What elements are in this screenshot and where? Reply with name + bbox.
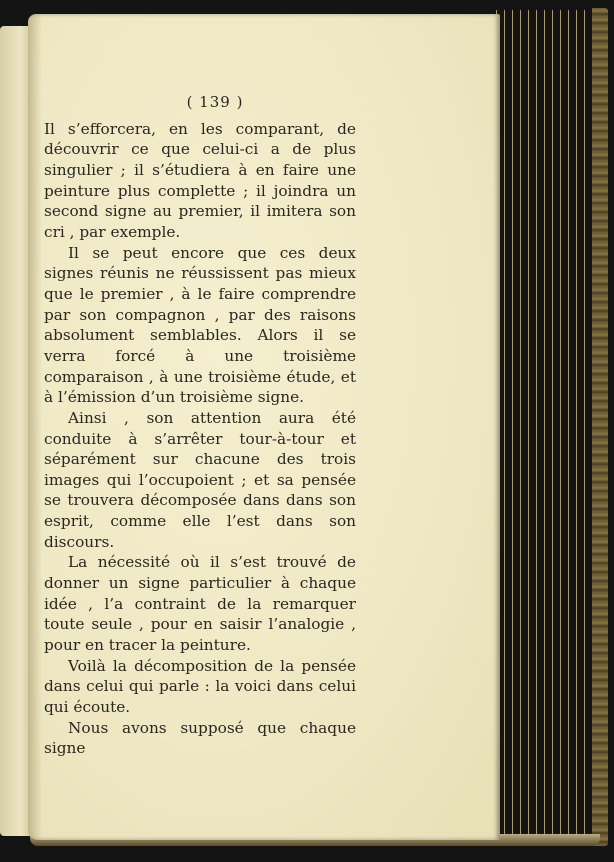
page-number: ( 139 ): [186, 93, 244, 111]
paragraph-5: Voilà la décomposition de la pensée dans celui qui parle : la voici dans celui qui écoute.: [44, 656, 356, 717]
paragraph-4: La nécessité où il s’est trouvé de donner un signe particulier à chaque idée , l’a contraint de la remarquer toute seule , pour en saisir l’analogie , pour en tracer la peinture.: [44, 553, 356, 655]
paragraph-2: Il se peut encore que ces deux signes réunis ne réussissent pas mieux que le premier , à le faire comprendre par son compagnon , par des raisons absolument semblables. Alors il se verra forcé à une troisième comparaison , à une troisième étude, et à l’émission d’un troisième signe.: [44, 243, 356, 407]
page-gutter-shadow: [28, 14, 42, 840]
book-cover-edge: [592, 8, 608, 846]
paragraph-6: Nous avons supposé que chaque signe: [44, 718, 356, 758]
paragraph-3: Ainsi , son attention aura été conduite à s’arrêter tour-à-tour et séparément sur chacune des trois images qui l’occupoient ; et sa pensée se trouvera décomposée dans dans son esprit, comme elle l’est dans son discours.: [44, 408, 356, 551]
paragraph-1: Il s’efforcera, en les comparant, de découvrir ce que celui-ci a de plus singulier ; il s’étudiera à en faire une peinture plus complette ; il joindra un second signe au premier, il imitera son cri , par exemple.: [44, 119, 356, 241]
page-text: [44, 92, 356, 759]
